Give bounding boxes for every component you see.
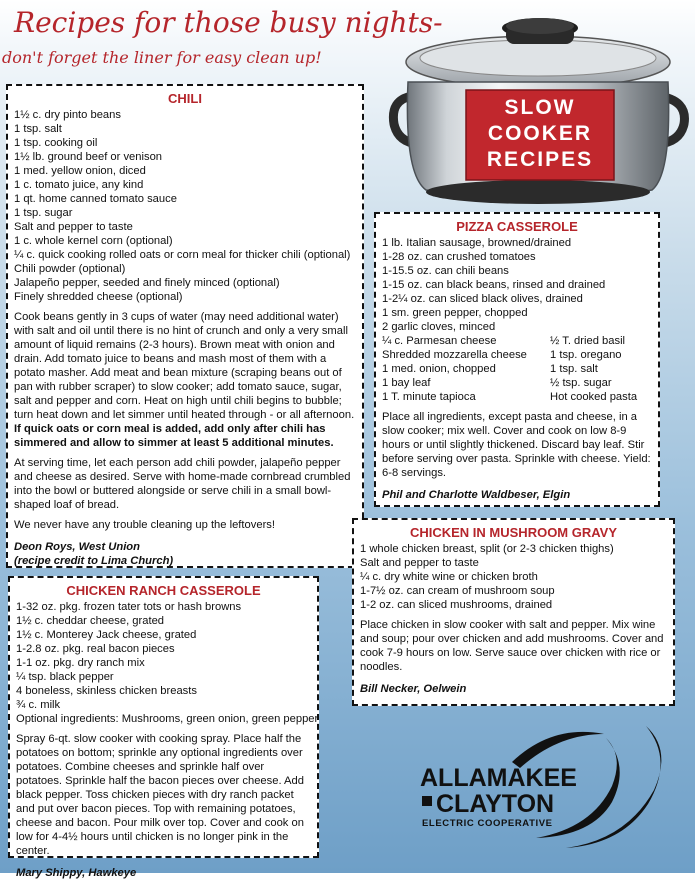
- ingredient: 1-7½ oz. can cream of mushroom soup: [360, 585, 555, 597]
- recipe-title: CHICKEN RANCH CASSEROLE: [66, 583, 261, 598]
- logo-line-1: ALLAMAKEE: [420, 764, 577, 792]
- ingredient: ¼ c. Parmesan cheese: [382, 335, 497, 347]
- ingredient: 1 whole chicken breast, split (or 2-3 chicken thighs): [360, 543, 614, 555]
- recipe-title: PIZZA CASSEROLE: [456, 219, 578, 234]
- recipe-source: (recipe credit to Lima Church): [14, 555, 174, 567]
- ingredient: 1 c. tomato juice, any kind: [14, 179, 144, 191]
- ingredient-row: [382, 390, 652, 404]
- slow-cooker-graphic: [390, 4, 695, 214]
- ingredient: Jalapeño pepper, seeded and finely minced (optional): [14, 277, 280, 289]
- recipe-credit: Deon Roys, West Union: [14, 541, 140, 553]
- page-title: Recipes for those busy nights-: [14, 6, 443, 39]
- ingredient: Chili powder (optional): [14, 263, 126, 275]
- recipe-credit: Phil and Charlotte Waldbeser, Elgin: [382, 489, 571, 501]
- ingredient: 1½ c. Monterey Jack cheese, grated: [16, 629, 197, 641]
- ingredient: 1 tsp. cooking oil: [14, 137, 98, 149]
- chicken-ranch-casserole-card: [8, 576, 319, 879]
- directions: Place chicken in slow cooker with salt and pepper. Mix wine and soup; pour over chicken and add mushrooms. Cover and cook 7-9 hours on low. Serve sauce over chicken with rice or noodles.: [360, 619, 664, 673]
- ingredient: 2 garlic cloves, minced: [382, 321, 496, 333]
- ingredient: 1 tsp. salt: [550, 363, 598, 375]
- ingredient: Salt and pepper to taste: [14, 221, 133, 233]
- ingredient-row: [382, 348, 652, 362]
- allamakee-clayton-logo: [416, 720, 692, 860]
- directions-note: If quick oats or corn meal is added, add only after chili has simmered and allow to simmer at least 5 additional minutes.: [14, 423, 334, 449]
- label-line-1: SLOW: [504, 96, 576, 119]
- ingredient: 4 boneless, skinless chicken breasts: [16, 685, 197, 697]
- ingredient: 1 sm. green pepper, chopped: [382, 307, 528, 319]
- ingredient: ¼ tsp. black pepper: [16, 671, 114, 683]
- ingredient: 1 qt. home canned tomato sauce: [14, 193, 177, 205]
- logo-line-3: ELECTRIC COOPERATIVE: [422, 818, 553, 829]
- ingredient: ¾ c. milk: [16, 699, 61, 711]
- recipe-title: CHICKEN IN MUSHROOM GRAVY: [409, 525, 618, 540]
- ingredient: Finely shredded cheese (optional): [14, 291, 183, 303]
- chicken-mushroom-gravy-card: [352, 518, 675, 706]
- ingredient: 1½ lb. ground beef or venison: [14, 151, 163, 163]
- ingredient: Hot cooked pasta: [550, 391, 638, 403]
- ingredient: 1 c. whole kernel corn (optional): [14, 235, 173, 247]
- ingredient: 1-2.8 oz. pkg. real bacon pieces: [16, 643, 175, 655]
- ingredient-list: [14, 108, 356, 304]
- ingredient: 1-2¼ oz. can sliced black olives, drained: [382, 293, 583, 305]
- ingredient: 1½ c. dry pinto beans: [14, 109, 121, 121]
- ingredient: ½ T. dried basil: [550, 335, 626, 347]
- chili-recipe-card: [6, 84, 364, 568]
- ingredient-row: [382, 376, 652, 390]
- ingredient-list: [360, 542, 667, 612]
- ingredient: 1 lb. Italian sausage, browned/drained: [382, 237, 572, 249]
- logo-square-icon: [422, 796, 432, 806]
- ingredient: Salt and pepper to taste: [360, 557, 479, 569]
- ingredient: 1 tsp. salt: [14, 123, 62, 135]
- ingredient: 1 med. onion, chopped: [382, 363, 496, 375]
- label-line-3: RECIPES: [486, 148, 594, 171]
- ingredient: 1-15 oz. can black beans, rinsed and drained: [382, 279, 606, 291]
- recipe-credit: Bill Necker, Oelwein: [360, 683, 467, 695]
- page-subtitle: don't forget the liner for easy clean up!: [2, 48, 322, 67]
- closing-note: We never have any trouble cleaning up the leftovers!: [14, 519, 275, 531]
- ingredient: 1-2 oz. can sliced mushrooms, drained: [360, 599, 553, 611]
- ingredient: 1 med. yellow onion, diced: [14, 165, 146, 177]
- recipe-title: CHILI: [168, 91, 202, 106]
- ingredient: 1-1 oz. pkg. dry ranch mix: [16, 657, 145, 669]
- ingredient: 1 bay leaf: [382, 377, 431, 389]
- ingredient: ¼ c. dry white wine or chicken broth: [360, 571, 538, 583]
- ingredient-list: [382, 236, 652, 404]
- ingredient: ¼ c. quick cooking rolled oats or corn meal for thicker chili (optional): [14, 249, 351, 261]
- ingredient-row: [382, 334, 652, 348]
- pizza-casserole-card: [374, 212, 660, 507]
- ingredient: 1 T. minute tapioca: [382, 391, 476, 403]
- ingredient: 1 tsp. oregano: [550, 349, 622, 361]
- ingredient-list: [16, 600, 319, 726]
- ingredient: 1-15.5 oz. can chili beans: [382, 265, 509, 277]
- directions: Cook beans gently in 3 cups of water (may need additional water) with salt and oil until there is no hint of crunch and only a very small amount of liquid remains (2-3 hours). Brown meat with onion and drain. Add tomato juice to beans and mash most of them with a potato masher. Add meat and bean mixture (scraping beans out of pan with rubber scraper) to slow cooker; add tomato sauce, sugar, salt and pepper and corn. Heat on high until chili begins to bubble; turn heat down and let simmer until heated through - or all afternoon.: [14, 311, 355, 421]
- directions: Place all ingredients, except pasta and cheese, in a slow cooker; mix well. Cover and cook on low 8-9 hours or until slightly thickened. Discard bay leaf. Stir before serving over pasta. Sprinkle with cheese. Yield: 6-8 servings.: [382, 411, 651, 479]
- ingredient: 1-28 oz. can crushed tomatoes: [382, 251, 536, 263]
- serving-directions: At serving time, let each person add chili powder, jalapeño pepper and cheese as desired. Serve with home-made cornbread crumbled into the bowl or buttered alongside or serve chili in a small bowl-shaped loaf of bread.: [14, 457, 351, 511]
- ingredient: 1-32 oz. pkg. frozen tater tots or hash browns: [16, 601, 242, 613]
- label-line-2: COOKER: [487, 122, 593, 145]
- logo-line-2: CLAYTON: [436, 790, 555, 818]
- ingredient: 1½ c. cheddar cheese, grated: [16, 615, 165, 627]
- ingredient: Shredded mozzarella cheese: [382, 349, 527, 361]
- ingredient: Optional ingredients: Mushrooms, green onion, green pepper: [16, 713, 319, 725]
- ingredient-row: [382, 362, 652, 376]
- ingredient: 1 tsp. sugar: [14, 207, 73, 219]
- directions: Spray 6-qt. slow cooker with cooking spray. Place half the potatoes on bottom; sprinkle any optional ingredients over potatoes. Combine cheeses and sprinkle half over potatoes. Sprinkle half the bacon pieces over cheese. Add black pepper. Toss chicken pieces with dry ranch packet and put over bacon pieces. Top with remaining potatoes, cheese and bacon. Pour milk over top. Cover and cook on low for 4-4½ hours until chicken is no longer pink in the center.: [16, 733, 304, 857]
- ingredient: ½ tsp. sugar: [550, 377, 612, 389]
- logo-swoosh-icon: [512, 732, 604, 768]
- recipe-credit: Mary Shippy, Hawkeye: [16, 867, 137, 879]
